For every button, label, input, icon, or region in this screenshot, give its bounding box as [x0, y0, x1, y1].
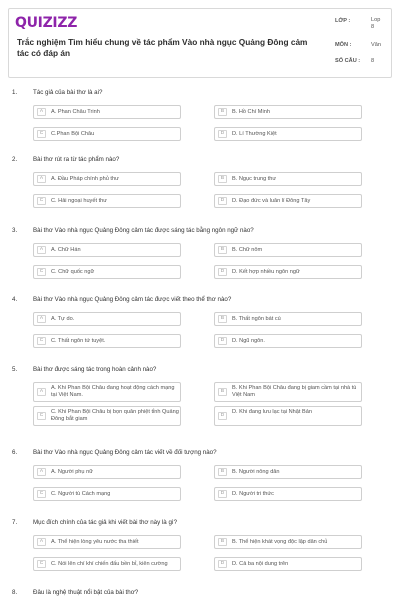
question-text: Bài thơ Vào nhà ngục Quảng Đông cảm tác được viết theo thể thơ nào?: [33, 296, 232, 303]
option-letter: C: [37, 197, 46, 205]
option-text: A. Đầu Pháp chính phủ thư: [51, 176, 119, 182]
question-text: Bài thơ Vào nhà ngục Quảng Đông cảm tác được sáng tác bằng ngôn ngữ nào?: [33, 227, 254, 234]
option-letter: D: [218, 268, 227, 276]
answer-option[interactable]: [214, 382, 362, 402]
question-text: Đâu là nghệ thuật nổi bật của bài thơ?: [33, 589, 139, 596]
option-letter: B: [218, 538, 227, 546]
option-text: B. Người nông dân: [232, 469, 280, 475]
question-text: Bài thơ được sáng tác trong hoàn cảnh nào?: [33, 366, 157, 373]
answer-option[interactable]: [214, 127, 362, 141]
option-text: C. Nói lên chí khí chiến đấu bền bỉ, kiên cường: [51, 561, 168, 567]
option-letter: B: [218, 246, 227, 254]
answer-option[interactable]: [33, 487, 181, 501]
answer-option[interactable]: [214, 487, 362, 501]
answer-option[interactable]: [214, 265, 362, 279]
option-text: D. Đạo đức và luân lí Đông Tây: [232, 198, 311, 204]
option-text: A. Người phụ nữ: [51, 469, 93, 475]
option-letter: C: [37, 412, 46, 420]
option-letter: D: [218, 197, 227, 205]
option-letter: D: [218, 490, 227, 498]
answer-option[interactable]: [214, 243, 362, 257]
count-label: SỐ CÂU :: [335, 58, 361, 64]
option-letter: B: [218, 388, 227, 396]
answer-option[interactable]: [33, 127, 181, 141]
quizizz-logo: QUIZIZZ: [15, 15, 78, 31]
subject-value: Văn: [371, 42, 381, 48]
option-letter: C: [37, 560, 46, 568]
option-letter: A: [37, 388, 46, 396]
option-text: B. Hồ Chí Minh: [232, 109, 270, 115]
option-text: C.Phan Bội Châu: [51, 131, 95, 137]
worksheet-header: [8, 8, 392, 78]
option-letter: C: [37, 268, 46, 276]
answer-option[interactable]: [33, 406, 181, 426]
option-text: C. Thất ngôn tứ tuyệt.: [51, 338, 106, 344]
option-letter: B: [218, 468, 227, 476]
option-text: B. Khi Phan Bội Châu đang bị giam cầm tại nhà tù Việt Nam: [232, 385, 357, 398]
option-text: A. Khi Phan Bội Châu đang hoạt động cách mạng tại Việt Nam.: [51, 385, 175, 398]
answer-option[interactable]: [214, 535, 362, 549]
option-letter: B: [218, 108, 227, 116]
answer-option[interactable]: [33, 105, 181, 119]
option-text: B. Ngục trung thư: [232, 176, 277, 182]
option-text: D. Lí Thường Kiệt: [232, 131, 277, 137]
option-text: C. Hải ngoại huyết thư: [51, 198, 107, 204]
question-number: 8.: [12, 589, 18, 596]
option-letter: A: [37, 175, 46, 183]
option-text: B. Thể hiện khát vọng độc lập dân chủ: [232, 539, 328, 545]
class-value-line1: Lop: [371, 17, 381, 23]
option-text: D. Kết hợp nhiều ngôn ngữ: [232, 269, 300, 275]
option-text: A. Chữ Hán: [51, 247, 81, 253]
question-text: Tác giả của bài thơ là ai?: [33, 89, 103, 96]
question-number: 7.: [12, 519, 18, 526]
option-letter: C: [37, 337, 46, 345]
question-number: 6.: [12, 449, 18, 456]
subject-label: MÔN :: [335, 42, 352, 48]
answer-option[interactable]: [33, 465, 181, 479]
option-text: A. Phan Châu Trinh: [51, 109, 100, 115]
option-text: B. Chữ nôm: [232, 247, 263, 253]
count-value: 8: [371, 58, 375, 64]
question-number: 1.: [12, 89, 18, 96]
answer-option[interactable]: [33, 312, 181, 326]
answer-option[interactable]: [33, 557, 181, 571]
question-text: Bài thơ Vào nhà ngục Quảng Đông cảm tác viết về đối tượng nào?: [33, 449, 217, 456]
answer-option[interactable]: [33, 172, 181, 186]
answer-option[interactable]: [214, 465, 362, 479]
option-text: A. Thể hiện lòng yêu nước tha thiết: [51, 539, 139, 545]
answer-option[interactable]: [214, 172, 362, 186]
answer-option[interactable]: [214, 557, 362, 571]
option-letter: D: [218, 130, 227, 138]
answer-option[interactable]: [214, 406, 362, 426]
class-value-line2: 8: [371, 24, 375, 30]
option-letter: A: [37, 108, 46, 116]
option-text: B. Thất ngôn bát cú: [232, 316, 281, 322]
option-letter: A: [37, 315, 46, 323]
option-letter: C: [37, 490, 46, 498]
option-letter: C: [37, 130, 46, 138]
answer-option[interactable]: [33, 382, 181, 402]
option-letter: A: [37, 246, 46, 254]
option-text: D. Khi đang lưu lạc tại Nhật Bản: [232, 409, 312, 415]
answer-option[interactable]: [33, 194, 181, 208]
option-letter: B: [218, 175, 227, 183]
question-number: 3.: [12, 227, 18, 234]
answer-option[interactable]: [33, 334, 181, 348]
option-text: D. Ngũ ngôn.: [232, 338, 265, 344]
answer-option[interactable]: [214, 312, 362, 326]
option-letter: D: [218, 560, 227, 568]
option-letter: B: [218, 315, 227, 323]
option-text: A. Tự do.: [51, 316, 75, 322]
option-text: C. Người tù Cách mạng: [51, 491, 111, 497]
answer-option[interactable]: [214, 105, 362, 119]
answer-option[interactable]: [214, 194, 362, 208]
class-label: LỚP :: [335, 18, 351, 24]
option-letter: A: [37, 468, 46, 476]
option-letter: D: [218, 412, 227, 420]
question-number: 4.: [12, 296, 18, 303]
answer-option[interactable]: [33, 535, 181, 549]
answer-option[interactable]: [33, 265, 181, 279]
option-letter: D: [218, 337, 227, 345]
option-text: D. Người tri thức: [232, 491, 274, 497]
question-text: Mục đích chính của tác giả khi viết bài thơ này là gì?: [33, 519, 178, 526]
answer-option[interactable]: [33, 243, 181, 257]
worksheet-title: Trắc nghiệm Tìm hiểu chung về tác phẩm Vào nhà ngục Quảng Đông cảm tác có đáp án: [17, 37, 308, 58]
option-letter: A: [37, 538, 46, 546]
option-text: D. Cả ba nội dung trên: [232, 561, 289, 567]
question-number: 5.: [12, 366, 18, 373]
answer-option[interactable]: [214, 334, 362, 348]
question-number: 2.: [12, 156, 18, 163]
option-text: C. Chữ quốc ngữ: [51, 269, 95, 275]
option-text: C. Khi Phan Bội Châu bị bọn quân phiệt tỉnh Quảng Đông bắt giam: [51, 409, 179, 422]
question-text: Bài thơ rút ra từ tác phẩm nào?: [33, 156, 120, 163]
